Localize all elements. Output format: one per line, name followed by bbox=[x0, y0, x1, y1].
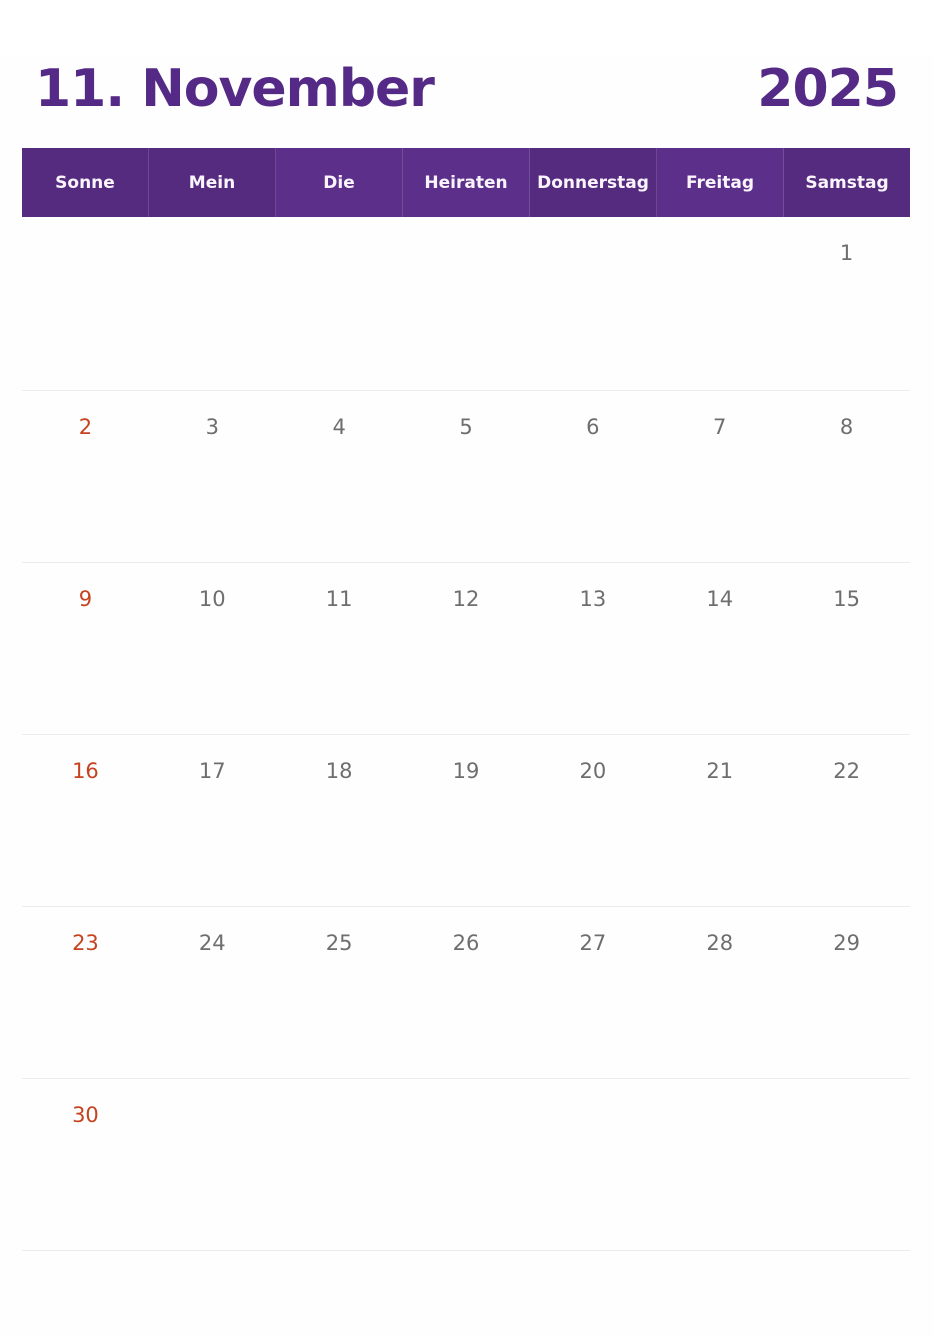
date-cell-empty bbox=[22, 217, 149, 390]
date-cell-empty bbox=[529, 217, 656, 390]
date-cell-7 bbox=[656, 391, 783, 562]
date-cell-26 bbox=[403, 907, 530, 1078]
date-cell-9 bbox=[22, 563, 149, 734]
date-cell-6 bbox=[529, 391, 656, 562]
date-number: 29 bbox=[833, 931, 860, 955]
date-number: 4 bbox=[332, 415, 346, 439]
date-number: 15 bbox=[833, 587, 860, 611]
date-number: 7 bbox=[713, 415, 727, 439]
date-cell-empty bbox=[276, 1079, 403, 1250]
date-cell-11 bbox=[276, 563, 403, 734]
date-cell-12 bbox=[403, 563, 530, 734]
date-cell-19 bbox=[403, 735, 530, 906]
date-cell-28 bbox=[656, 907, 783, 1078]
date-number: 5 bbox=[459, 415, 473, 439]
date-number: 23 bbox=[72, 931, 99, 955]
date-number: 14 bbox=[706, 587, 734, 611]
week-row-4 bbox=[22, 735, 910, 907]
date-cell-23 bbox=[22, 907, 149, 1078]
date-cell-empty bbox=[656, 217, 783, 390]
year-title: 2025 bbox=[757, 58, 898, 119]
date-number: 10 bbox=[198, 587, 226, 611]
date-cell-empty bbox=[403, 1079, 530, 1250]
date-number: 8 bbox=[839, 415, 854, 439]
date-cell-2 bbox=[22, 391, 149, 562]
date-number: 25 bbox=[325, 931, 353, 955]
date-cell-13 bbox=[529, 563, 656, 734]
date-cell-22 bbox=[783, 735, 910, 906]
date-number: 30 bbox=[72, 1103, 99, 1127]
date-cell-25 bbox=[276, 907, 403, 1078]
date-cell-empty bbox=[529, 1079, 656, 1250]
date-number: 12 bbox=[452, 587, 480, 611]
date-number: 1 bbox=[839, 241, 854, 265]
week-row-2 bbox=[22, 391, 910, 563]
week-row-6 bbox=[22, 1079, 910, 1251]
date-cell-17 bbox=[149, 735, 276, 906]
date-cell-30 bbox=[22, 1079, 149, 1250]
date-number: 27 bbox=[579, 931, 607, 955]
date-cell-empty bbox=[149, 217, 276, 390]
week-row-3 bbox=[22, 563, 910, 735]
day-header-freitag: Freitag bbox=[657, 148, 784, 217]
date-cell-4 bbox=[276, 391, 403, 562]
date-number: 6 bbox=[586, 415, 600, 439]
date-number: 20 bbox=[579, 759, 607, 783]
date-number: 28 bbox=[706, 931, 734, 955]
date-cell-1 bbox=[783, 217, 910, 390]
date-cell-20 bbox=[529, 735, 656, 906]
date-number: 13 bbox=[579, 587, 607, 611]
date-number: 2 bbox=[78, 415, 93, 439]
date-cell-5 bbox=[403, 391, 530, 562]
date-cell-29 bbox=[783, 907, 910, 1078]
date-number: 17 bbox=[198, 759, 226, 783]
date-cell-empty bbox=[149, 1079, 276, 1250]
date-cell-8 bbox=[783, 391, 910, 562]
day-header-heiraten: Heiraten bbox=[403, 148, 530, 217]
day-header-die: Die bbox=[276, 148, 403, 217]
date-cell-16 bbox=[22, 735, 149, 906]
date-number: 3 bbox=[205, 415, 219, 439]
date-cell-18 bbox=[276, 735, 403, 906]
date-number: 18 bbox=[325, 759, 353, 783]
date-number: 24 bbox=[198, 931, 226, 955]
date-cell-empty bbox=[403, 217, 530, 390]
month-title: 11. November bbox=[35, 58, 434, 119]
day-header-samstag: Samstag bbox=[784, 148, 910, 217]
title-row bbox=[35, 56, 898, 118]
date-cell-14 bbox=[656, 563, 783, 734]
date-cell-21 bbox=[656, 735, 783, 906]
date-number: 11 bbox=[325, 587, 353, 611]
date-number: 19 bbox=[452, 759, 480, 783]
day-header-sonne: Sonne bbox=[22, 148, 149, 217]
day-header-mein: Mein bbox=[149, 148, 276, 217]
week-row-5 bbox=[22, 907, 910, 1079]
day-header-donnerstag: Donnerstag bbox=[530, 148, 657, 217]
date-cell-24 bbox=[149, 907, 276, 1078]
date-cell-empty bbox=[276, 217, 403, 390]
calendar-page bbox=[0, 56, 934, 1336]
weekday-header-bar bbox=[22, 148, 910, 217]
date-cell-15 bbox=[783, 563, 910, 734]
date-cell-3 bbox=[149, 391, 276, 562]
date-cell-27 bbox=[529, 907, 656, 1078]
week-row-1 bbox=[22, 217, 910, 391]
date-cell-10 bbox=[149, 563, 276, 734]
date-cell-empty bbox=[656, 1079, 783, 1250]
date-cell-empty bbox=[783, 1079, 910, 1250]
calendar-grid bbox=[22, 217, 910, 1251]
date-number: 22 bbox=[833, 759, 860, 783]
date-number: 9 bbox=[78, 587, 93, 611]
date-number: 26 bbox=[452, 931, 480, 955]
date-number: 16 bbox=[72, 759, 99, 783]
date-number: 21 bbox=[706, 759, 734, 783]
